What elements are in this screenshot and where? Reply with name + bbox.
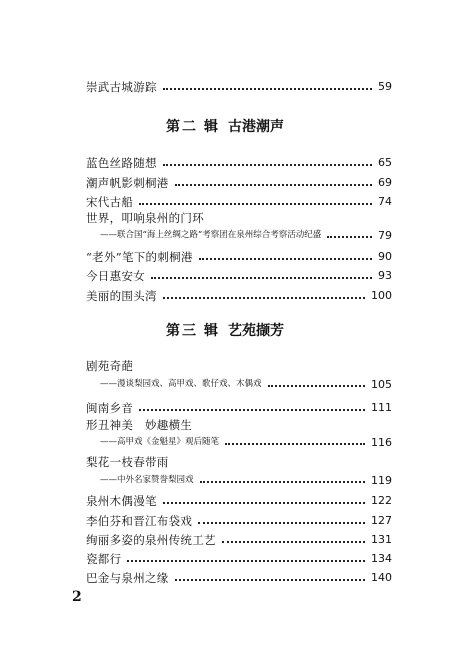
section-name: 艺苑撷芳 <box>228 323 284 339</box>
dot-leader <box>163 297 365 299</box>
toc-entry-page: 74 <box>378 195 392 208</box>
toc-entry-page: 119 <box>371 474 392 487</box>
toc-entry[interactable] <box>86 244 392 264</box>
section-heading-2 <box>0 116 450 136</box>
dot-leader <box>199 258 372 260</box>
dot-leader <box>139 203 372 205</box>
toc-sub-entry-title: ——漫谈梨园戏、高甲戏、歌仔戏、木偶戏 <box>100 379 262 389</box>
toc-entry[interactable] <box>86 189 392 209</box>
dot-leader <box>198 522 365 524</box>
toc-entry-title: 宋代古船 <box>86 195 134 209</box>
toc-entry-title: 李伯芬和晋江布袋戏 <box>86 514 193 528</box>
toc-sub-entry[interactable] <box>100 374 392 390</box>
toc-entry-title: 今日惠安女 <box>86 269 145 283</box>
toc-sub-entry[interactable] <box>100 225 392 241</box>
dot-leader <box>200 481 365 483</box>
dot-leader <box>139 409 365 411</box>
toc-entry-page: 111 <box>371 401 392 414</box>
toc-sub-entry-title: ——中外名家赞誉梨园戏 <box>100 475 194 485</box>
toc-entry[interactable] <box>86 546 392 566</box>
toc-entry-page: 131 <box>371 533 392 546</box>
toc-entry-title: 潮声帆影刺桐港 <box>86 176 169 190</box>
toc-entry[interactable] <box>86 170 392 190</box>
toc-entry-heading[interactable]: 形丑神美 妙趣横生 <box>86 418 193 432</box>
dot-leader <box>268 385 365 387</box>
dot-leader <box>163 88 372 90</box>
toc-entry-title: 绚丽多姿的泉州传统工艺 <box>86 533 216 547</box>
dot-leader <box>225 443 365 445</box>
toc-entry-page: 105 <box>371 378 392 391</box>
section-number: 三 <box>182 323 196 339</box>
toc-entry[interactable] <box>86 283 392 303</box>
toc-entry-title: 崇武古城游踪 <box>86 80 157 94</box>
section-prefix: 第 <box>166 119 180 135</box>
dot-leader <box>175 579 365 581</box>
toc-sub-entry[interactable] <box>100 470 392 486</box>
section-prefix: 第 <box>166 323 180 339</box>
section-suffix: 辑 <box>204 119 218 135</box>
toc-entry-title: 美丽的围头湾 <box>86 289 157 303</box>
section-heading-3 <box>0 320 450 340</box>
toc-sub-entry[interactable] <box>100 432 392 448</box>
dot-leader <box>175 184 372 186</box>
toc-entry-page: 65 <box>378 156 392 169</box>
toc-entry-title: “老外”笔下的刺桐港 <box>86 250 193 264</box>
toc-entry-page: 134 <box>371 552 392 565</box>
toc-entry[interactable] <box>86 488 392 508</box>
toc-entry-page: 140 <box>371 571 392 584</box>
toc-entry-page: 122 <box>371 494 392 507</box>
toc-entry-page: 116 <box>371 436 392 449</box>
dot-leader <box>163 164 372 166</box>
toc-entry-title: 瓷都行 <box>86 552 122 566</box>
dot-leader <box>151 277 372 279</box>
toc-entry-page: 90 <box>378 250 392 263</box>
toc-entry-page: 59 <box>378 80 392 93</box>
section-suffix: 辑 <box>204 323 218 339</box>
dot-leader <box>127 560 365 562</box>
toc-entry-heading[interactable]: 世界，叩响泉州的门环 <box>86 211 204 225</box>
toc-entry[interactable] <box>86 263 392 283</box>
toc-entry[interactable] <box>86 150 392 170</box>
dot-leader <box>163 502 365 504</box>
toc-entry-title: 蓝色丝路随想 <box>86 156 157 170</box>
page-number: 2 <box>72 589 82 605</box>
toc-entry[interactable] <box>86 508 392 528</box>
toc-sub-entry-title: ——联合国“海上丝绸之路”考察团在泉州综合考察活动纪盛 <box>100 230 322 240</box>
toc-entry-page: 69 <box>378 176 392 189</box>
section-name: 古港潮声 <box>228 119 284 135</box>
toc-sub-entry-title: ——高甲戏《金魁星》观后随笔 <box>100 437 220 447</box>
section-number: 二 <box>182 119 196 135</box>
toc-entry-heading[interactable]: 剧苑奇葩 <box>86 359 134 373</box>
toc-entry-page: 127 <box>371 514 392 527</box>
toc-entry-page: 100 <box>371 289 392 302</box>
toc-entry[interactable] <box>86 395 392 415</box>
toc-entry-heading[interactable]: 梨花一枝春带雨 <box>86 455 169 469</box>
toc-entry-title: 巴金与泉州之缘 <box>86 571 169 585</box>
toc-entry[interactable] <box>86 527 392 547</box>
toc-entry-page: 79 <box>378 229 392 242</box>
toc-entry[interactable] <box>86 565 392 585</box>
dot-leader <box>222 541 365 543</box>
toc-entry-title: 泉州木偶漫笔 <box>86 494 157 508</box>
dot-leader <box>327 236 372 238</box>
toc-entry-title: 闽南乡音 <box>86 401 134 415</box>
toc-entry-page: 93 <box>378 269 392 282</box>
toc-entry-chongwu[interactable] <box>86 74 392 94</box>
